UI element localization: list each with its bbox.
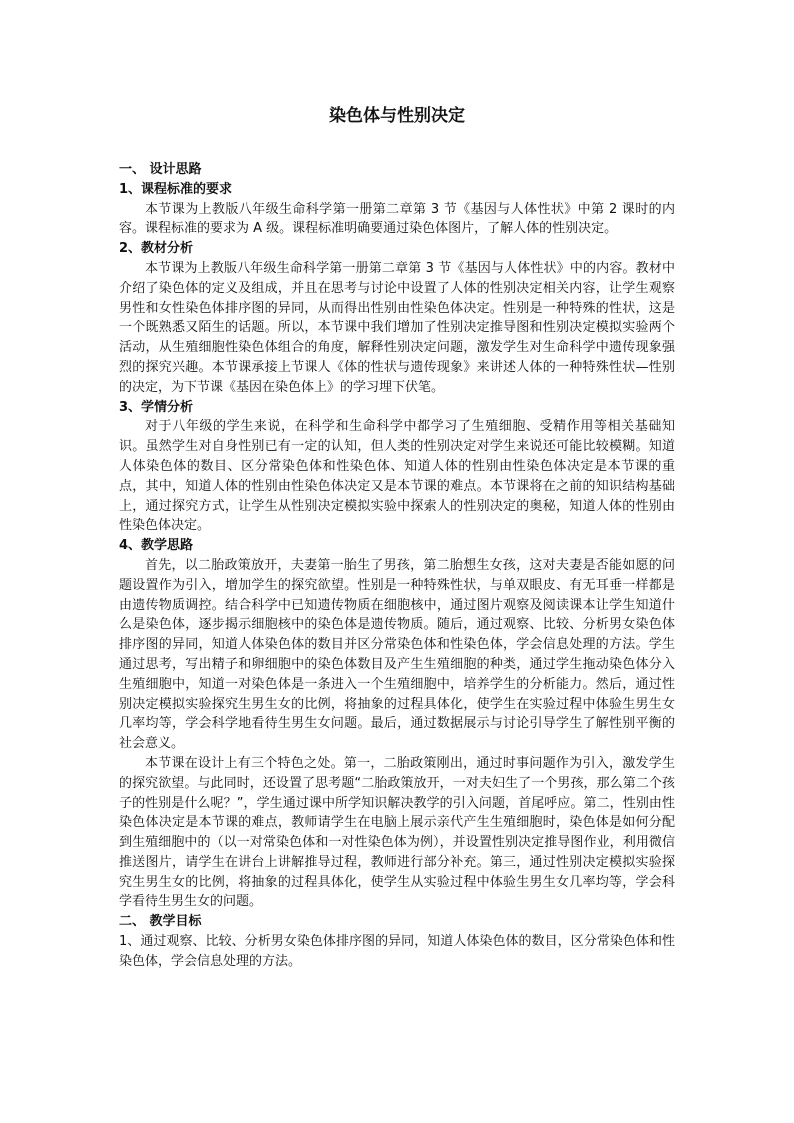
paragraph-student-analysis: 对于八年级的学生来说，在科学和生命科学中都学习了生殖细胞、受精作用等相关基础知识。虽然学生对自身性别已有一定的认知，但人类的性别决定对学生来说还可能比较模糊。知道人体染色体的数目、区分常染色体和性染色体、知道人体的性别由性染色体决定是本节课的重点，其中，知道人体的性别由性染色体决定又是本节课的难点。本节课将在之前的知识结构基础上，通过探究方式，让学生从性别决定模拟实验中探索人的性别决定的奥秘，知道人体的性别由性染色体决定。 bbox=[119, 419, 675, 534]
paragraph-teaching-approach-2: 本节课在设计上有三个特色之处。第一，二胎政策刚出，通过时事问题作为引入，激发学生的探究欲望。与此同时，还设置了思考题“二胎政策放开，一对夫妇生了一个男孩，那么第二个孩子的性别是什么呢？”，学生通过课中所学知识解决教学的引入问题，首尾呼应。第二，性别由性染色体决定是本节课的难点，教师请学生在电脑上展示亲代产生生殖细胞时，染色体是如何分配到生殖细胞中的（以一对常染色体和一对性染色体为例），并设置性别决定推导图作业，利用微信推送图片，请学生在讲台上讲解推导过程，教师进行部分补充。第三，通过性别决定模拟实验探究生男生女的比例，将抽象的过程具体化，使学生从实验过程中体验生男生女几率均等，学会科学看待生男生女的问题。 bbox=[119, 755, 675, 910]
document-body bbox=[119, 160, 675, 972]
subheading-teaching-approach: 4、教学思路 bbox=[119, 538, 194, 554]
subheading-textbook-analysis: 2、教材分析 bbox=[119, 241, 194, 257]
paragraph-objective-1: 1、通过观察、比较、分析男女染色体排序图的异同，知道人体染色体的数目，区分常染色体和性染色体，学会信息处理的方法。 bbox=[119, 934, 675, 969]
section-heading-design: 一、 设计思路 bbox=[119, 162, 202, 177]
paragraph-textbook-analysis: 本节课为上教版八年级生命科学第一册第二章第 3 节《基因与人体性状》中的内容。教材中介绍了染色体的定义及组成，并且在思考与讨论中设置了人体的性别决定相关内容，让学生观察男性和女性染色体排序图的异同，从而得出性别由性染色体决定。性别是一种特殊的性状，这是一个既熟悉又陌生的话题。所以，本节课中我们增加了性别决定推导图和性别决定模拟实验两个活动，从生殖细胞性染色体组合的角度，解释性别决定问题，激发学生对生命科学中遗传现象强烈的探究兴趣。本节课承接上节课人《体的性状与遗传现象》来讲述人体的一种特殊性状—性别的决定，为下节课《基因在染色体上》的学习埋下伏笔。 bbox=[119, 260, 675, 395]
paragraph-curriculum-standard: 本节课为上教版八年级生命科学第一册第二章第 3 节《基因与人体性状》中第 2 课时的内容。课程标准的要求为 A 级。课程标准明确要通过染色体图片，了解人体的性别决定。 bbox=[119, 201, 675, 237]
section-heading-objectives: 二、 教学目标 bbox=[119, 914, 202, 930]
page-title: 染色体与性别决定 bbox=[329, 106, 465, 126]
subheading-curriculum-standard: 1、课程标准的要求 bbox=[119, 181, 233, 197]
subheading-student-analysis: 3、学情分析 bbox=[119, 399, 194, 415]
paragraph-teaching-approach-1: 首先，以二胎政策放开，夫妻第一胎生了男孩，第二胎想生女孩，这对夫妻是否能如愿的问题设置作为引入，增加学生的探究欲望。性别是一种特殊性状，与单双眼皮、有无耳垂一样都是由遗传物质调控。结合科学中已知遗传物质在细胞核中，通过图片观察及阅读课本让学生知道什么是染色体，逐步揭示细胞核中的染色体是遗传物质。随后，通过观察、比较、分析男女染色体排序图的异同，知道人体染色体的数目并区分常染色体和性染色体，学会信息处理的方法。学生通过思考，写出精子和卵细胞中的染色体数目及产生生殖细胞的种类，通过学生拖动染色体分入生殖细胞中，知道一对染色体是一条进入一个生殖细胞中，培养学生的分析能力。然后，通过性别决定模拟实验探究生男生女的比例，将抽象的过程具体化，使学生在实验过程中体验生男生女几率均等，学会科学地看待生男生女问题。最后，通过数据展示与讨论引导学生了解性别平衡的社会意义。 bbox=[119, 557, 675, 752]
